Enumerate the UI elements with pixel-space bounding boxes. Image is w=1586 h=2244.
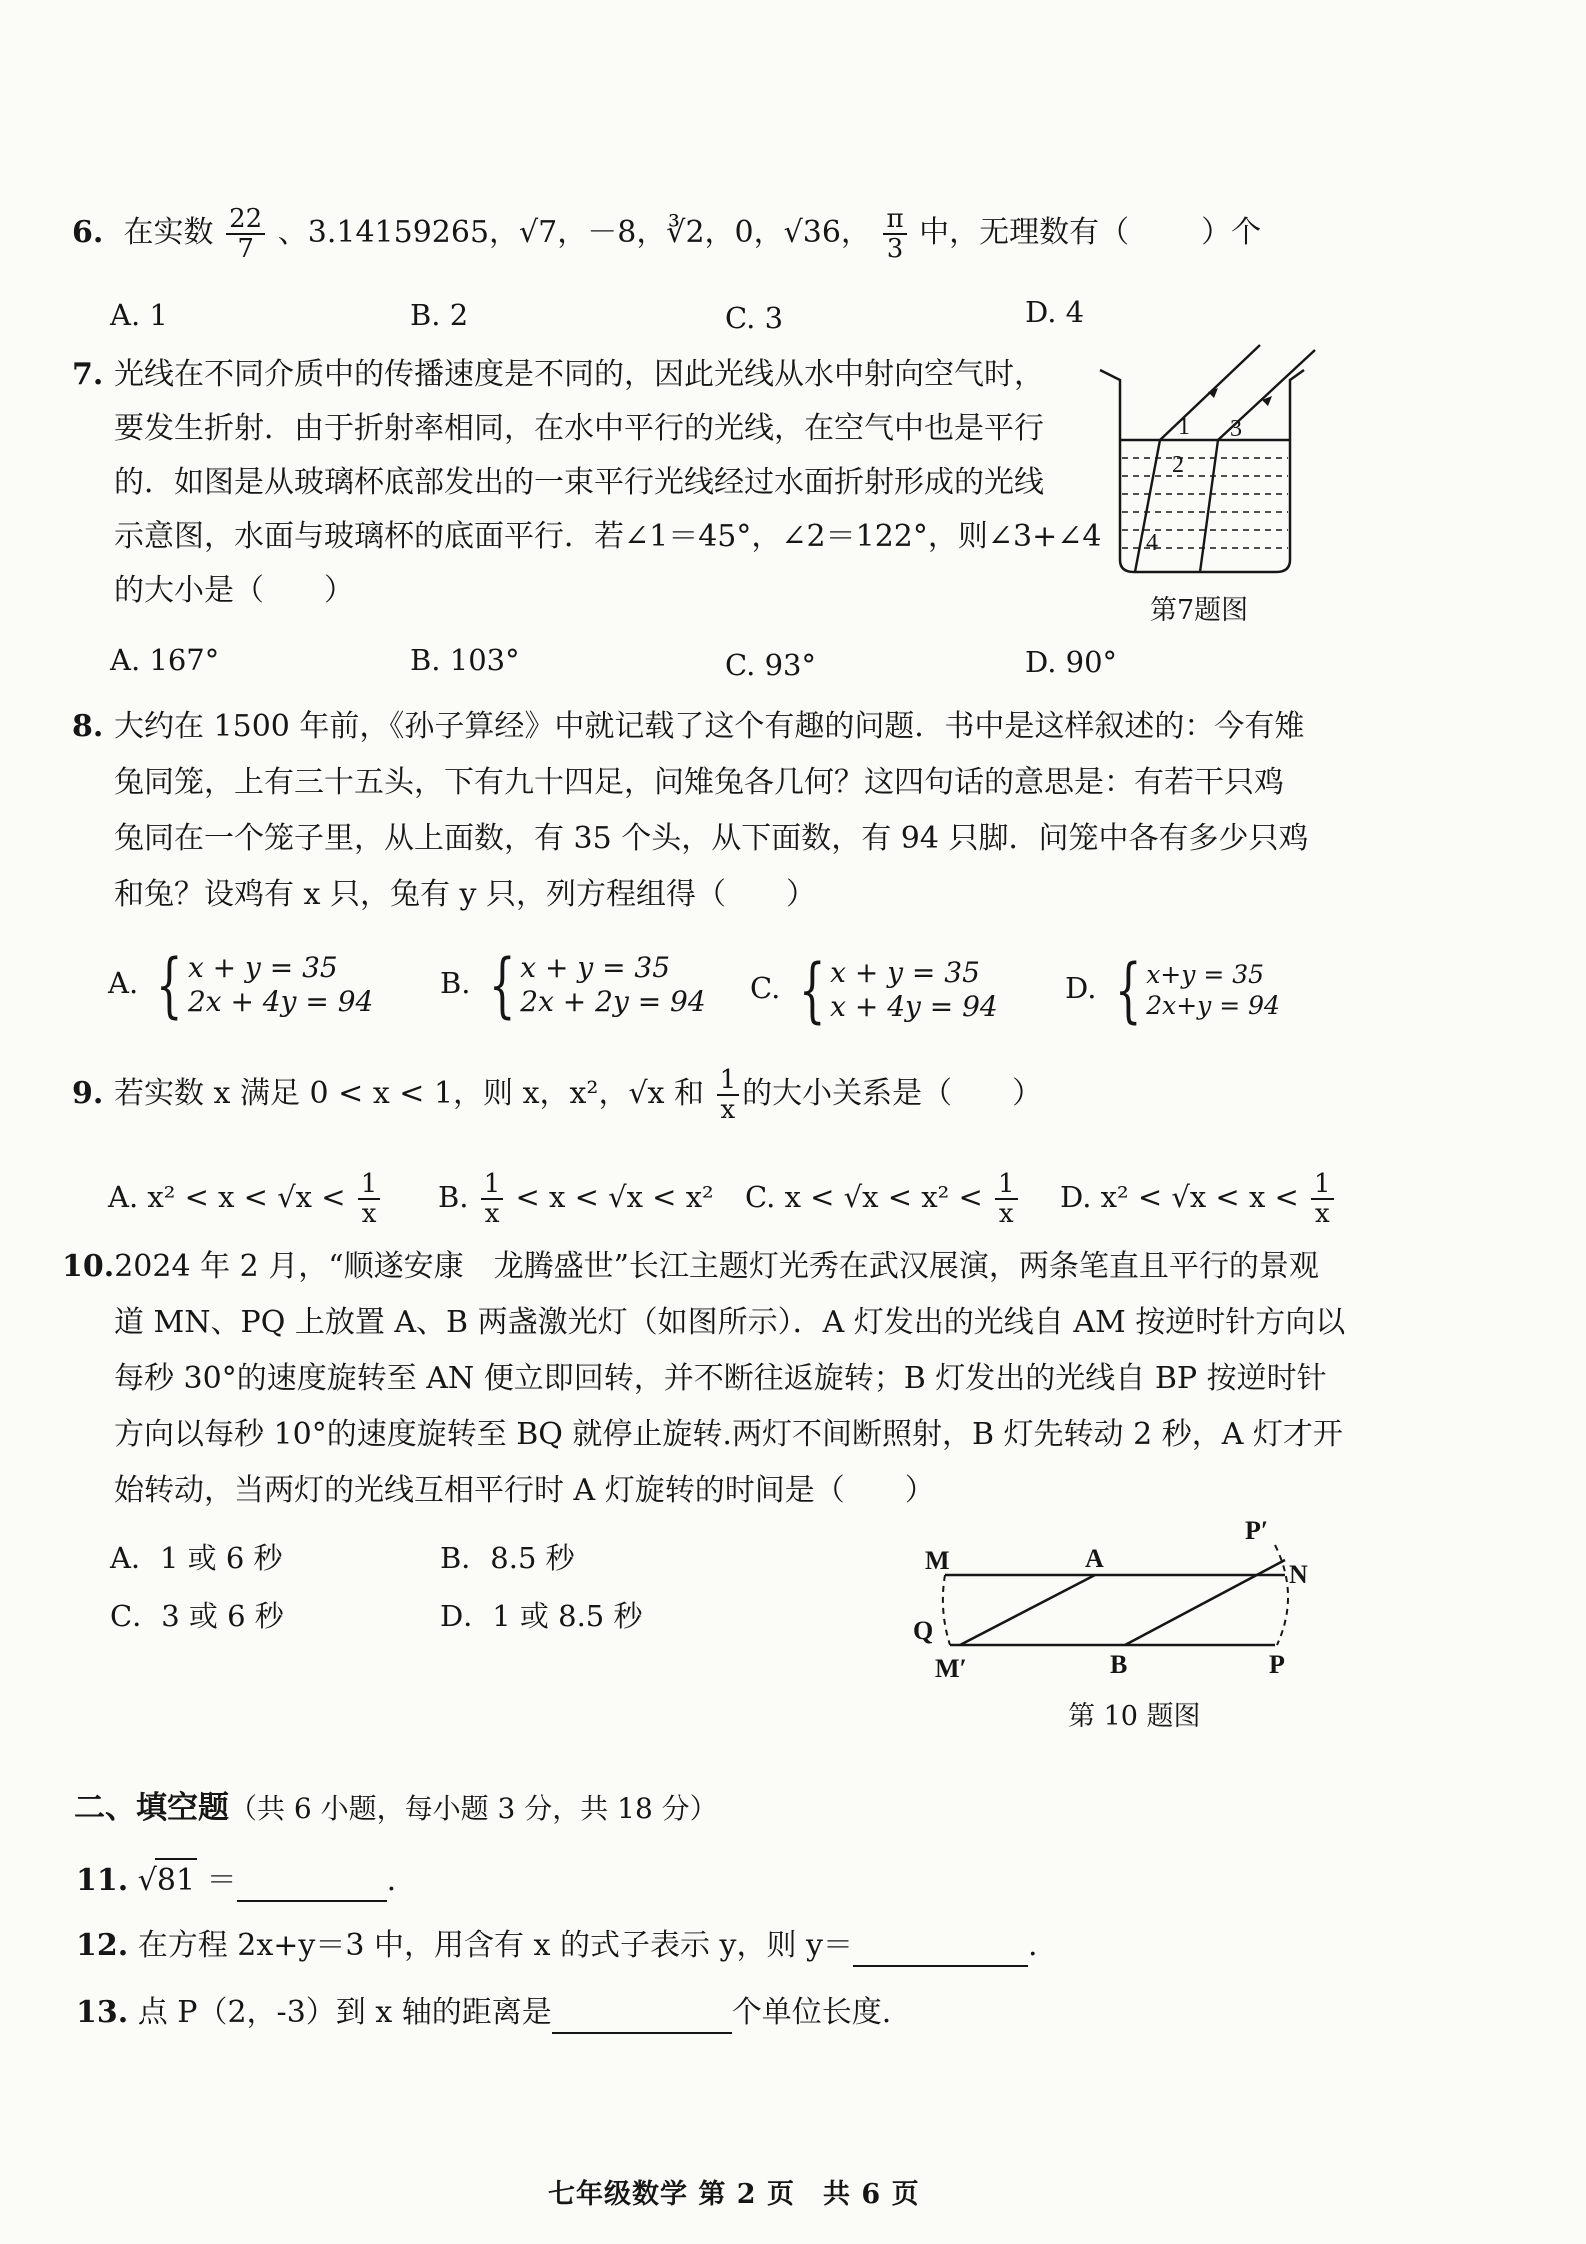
q6-option-b: B. 2 (410, 298, 469, 332)
q9-option-c: C. x < √x < x² < $\frac{1}{x}$ (745, 1170, 1021, 1228)
point-label-b: B (1110, 1650, 1128, 1679)
q8-option-b: B. { x + y = 35 2x + 2y = 94 (440, 944, 706, 1026)
question-10-line-4: 方向以每秒 10°的速度旋转至 BQ 就停止旋转.两灯不间断照射，B 灯先转动 2 秒，A 灯才开 (114, 1417, 1343, 1452)
question-8-line-3: 兔同在一个笼子里，从上面数，有 35 个头，从下面数，有 94 只脚．问笼中各有多少只鸡 (114, 821, 1309, 856)
angle-label-2: 2 (1172, 452, 1184, 478)
section-2-heading: 二、填空题（共 6 小题，每小题 3 分，共 18 分） (74, 1790, 718, 1826)
point-label-a: A (1085, 1544, 1104, 1573)
question-10-line-5: 始转动，当两灯的光线互相平行时 A 灯旋转的时间是（ ） (114, 1473, 935, 1508)
fraction-pi-3: $\frac{\pi}{3}$ (883, 205, 906, 263)
answer-blank-13[interactable] (552, 2032, 732, 2034)
angle-label-4: 4 (1146, 530, 1158, 556)
figure-7-glass-diagram (1090, 340, 1330, 580)
q10-option-a: A．1 或 6 秒 (110, 1541, 283, 1575)
q7-option-a: A. 167° (110, 643, 220, 677)
page-footer: 七年级数学 第 2 页 共 6 页 (548, 2179, 920, 2210)
q6-option-d: D. 4 (1025, 295, 1085, 329)
point-label-q: Q (913, 1616, 934, 1645)
q9-option-d: D. x² < √x < x < $\frac{1}{x}$ (1060, 1170, 1337, 1228)
q8-option-c: C. { x + y = 35 x + 4y = 94 (750, 949, 998, 1031)
question-10-line-2: 道 MN、PQ 上放置 A、B 两盏激光灯（如图所示）．A 灯发出的光线自 AM 按逆时针方向以 (114, 1305, 1346, 1340)
figure-7-caption: 第7题图 (1150, 595, 1249, 626)
figure-10-parallel-lines-diagram (905, 1505, 1325, 1685)
point-label-m: M (925, 1546, 950, 1575)
point-label-n: N (1289, 1560, 1308, 1589)
angle-label-1: 1 (1178, 414, 1190, 440)
q10-option-c: C．3 或 6 秒 (110, 1599, 284, 1633)
answer-blank-11[interactable] (237, 1900, 387, 1902)
q8-option-d: D. { x+y = 35 2x+y = 94 (1065, 949, 1280, 1031)
question-7-line-4: 示意图，水面与玻璃杯的底面平行．若∠1＝45°，∠2＝122°，则∠3+∠4 (114, 519, 1102, 554)
question-7-line-1: 7. 光线在不同介质中的传播速度是不同的，因此光线从水中射向空气时， (72, 357, 1044, 392)
q8-option-a: A. { x + y = 35 2x + 4y = 94 (108, 944, 374, 1026)
q10-option-b: B．8.5 秒 (440, 1541, 575, 1575)
question-8-line-4: 和兔？设鸡有 x 只，兔有 y 只，列方程组得（ ） (114, 877, 817, 912)
question-7-line-3: 的．如图是从玻璃杯底部发出的一束平行光线经过水面折射形成的光线 (114, 465, 1044, 500)
q9-option-b: B. $\frac{1}{x}$ < x < √x < x² (438, 1169, 714, 1229)
q9-option-a: A. x² < x < √x < $\frac{1}{x}$ (108, 1170, 383, 1228)
figure-10-caption: 第 10 题图 (1068, 1701, 1201, 1732)
fraction-22-7: $\frac{22}{7}$ (226, 205, 265, 263)
question-8-line-1: 8. 大约在 1500 年前，《孙子算经》中就记载了这个有趣的问题．书中是这样叙述的：今有雉 (72, 709, 1305, 744)
question-10-line-1: 10.2024 年 2 月，“顺遂安康 龙腾盛世”长江主题灯光秀在武汉展演，两条笔直且平行的景观 (62, 1249, 1319, 1284)
question-13: 13. 点 P（2，-3）到 x 轴的距离是 个单位长度. (76, 1992, 891, 2034)
angle-label-3: 3 (1230, 416, 1242, 442)
q6-option-a: A. 1 (110, 298, 168, 332)
question-9: 9. 若实数 x 满足 0 < x < 1，则 x，x²，√x 和 $\frac{1}{x}$ 的大小关系是（ ） (72, 1065, 1043, 1125)
question-12: 12. 在方程 2x+y＝3 中，用含有 x 的式子表示 y，则 y＝ . (76, 1925, 1038, 1967)
point-label-m-prime: M′ (935, 1654, 967, 1683)
q7-option-c: C. 93° (725, 648, 816, 682)
q10-option-d: D．1 或 8.5 秒 (440, 1599, 643, 1633)
q7-option-d: D. 90° (1025, 645, 1118, 679)
question-7-line-5: 的大小是（ ） (114, 573, 354, 608)
question-11: 11. √81 ＝ . (76, 1858, 396, 1902)
question-10-line-3: 每秒 30°的速度旋转至 AN 便立即回转，并不断往返旋转；B 灯发出的光线自 BP 按逆时针 (114, 1361, 1327, 1396)
question-7-line-2: 要发生折射．由于折射率相同，在水中平行的光线，在空气中也是平行 (114, 411, 1044, 446)
q7-option-b: B. 103° (410, 643, 520, 677)
answer-blank-12[interactable] (853, 1965, 1028, 1967)
question-6: 6. 在实数 $\frac{22}{7}$ 、3.14159265，√7，－8，∛2，0，√36， $\frac{\pi}{3}$ 中，无理数有（ ）个 (72, 204, 1262, 264)
question-8-line-2: 兔同笼，上有三十五头，下有九十四足，问雉兔各几何？这四句话的意思是：有若干只鸡 (114, 765, 1284, 800)
q6-option-c: C. 3 (725, 301, 784, 335)
point-label-p-prime: P′ (1245, 1516, 1269, 1545)
point-label-p: P (1269, 1650, 1285, 1679)
